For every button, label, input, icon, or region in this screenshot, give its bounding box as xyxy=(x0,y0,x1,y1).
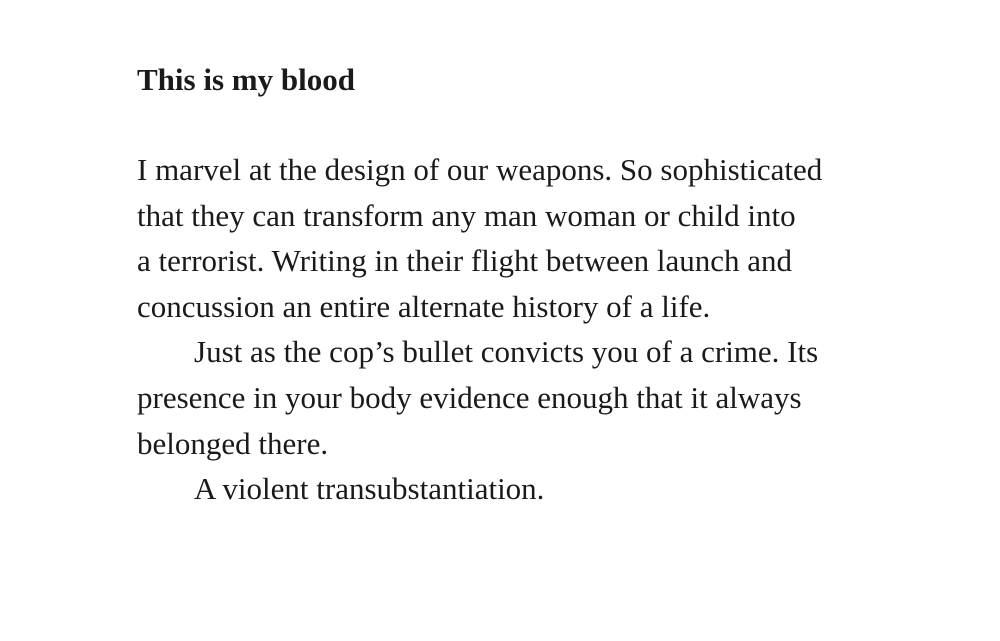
poem-line: belonged there. xyxy=(137,425,329,461)
poem-line-indented: Just as the cop’s bullet convicts you of a crime. Its xyxy=(194,334,819,370)
poem-body xyxy=(137,147,907,512)
poem-line-indented: A violent transubstantiation. xyxy=(194,471,545,507)
poem-line: a terrorist. Writing in their flight between launch and xyxy=(137,243,793,279)
poem-title: This is my blood xyxy=(137,62,355,97)
poem-line: presence in your body evidence enough that it always xyxy=(137,379,802,415)
poem-line: that they can transform any man woman or child into xyxy=(137,197,796,233)
poem-line: concussion an entire alternate history of a life. xyxy=(137,288,711,324)
poem-line: I marvel at the design of our weapons. So sophisticated xyxy=(137,152,823,187)
